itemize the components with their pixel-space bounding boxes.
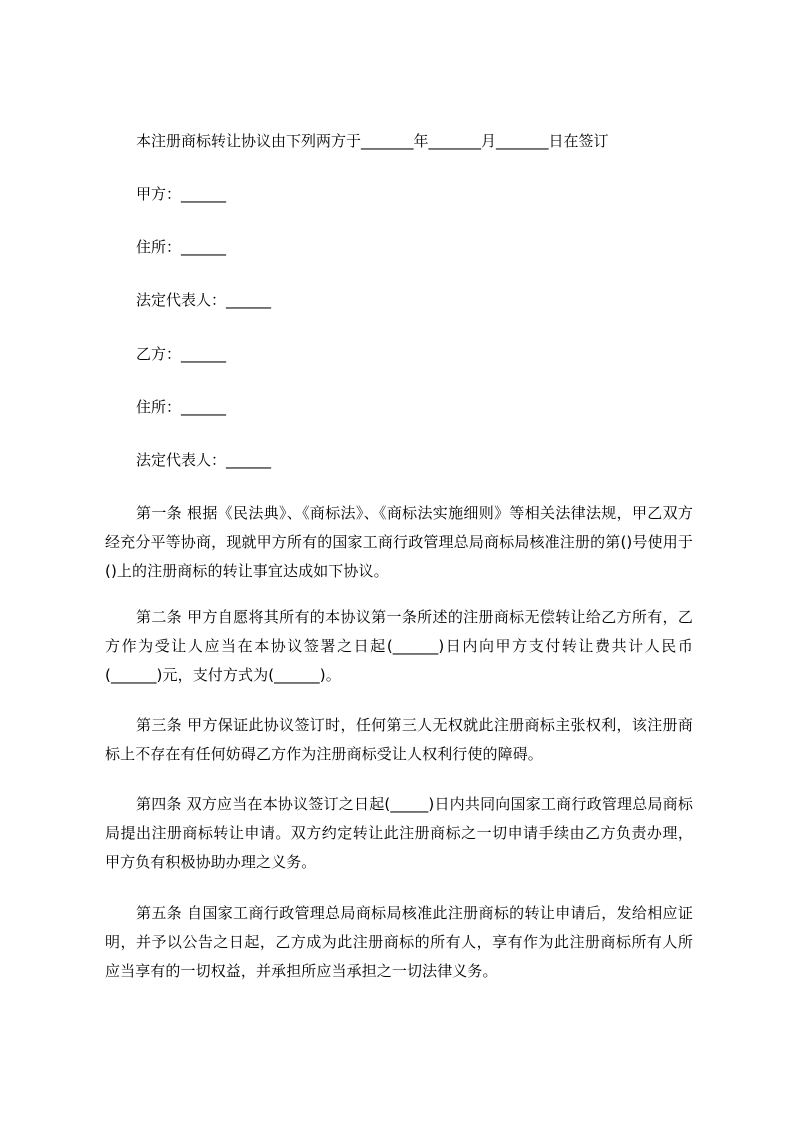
party-b-address-line: 住所：______ xyxy=(136,398,227,416)
article-3-paragraph: 第三条 甲方保证此协议签订时，任何第三人无权就此注册商标主张权利，该注册商标上不存在有任何妨碍乙方作为注册商标受让人权利行使的障碍。 xyxy=(105,716,693,763)
article-2-paragraph: 第二条 甲方自愿将其所有的本协议第一条所述的注册商标无偿转让给乙方所有，乙方作为受让人应当在本协议签署之日起(______)日内向甲方支付转让费共计人民币(______)元，支付方式为(______)。 xyxy=(105,608,693,684)
party-a-address-line: 住所：______ xyxy=(136,238,227,256)
article-4-paragraph: 第四条 双方应当在本协议签订之日起(_____)日内共同向国家工商行政管理总局商标局提出注册商标转让申请。双方约定转让此注册商标之一切申请手续由乙方负责办理，甲方负有积极协助办理之义务。 xyxy=(105,795,693,871)
party-a-representative-line: 法定代表人：______ xyxy=(136,291,272,309)
preamble-line: 本注册商标转让协议由下列两方于_______年_______月_______日在签订 xyxy=(136,132,609,150)
party-b-line: 乙方：______ xyxy=(136,345,227,363)
party-b-representative-line: 法定代表人：______ xyxy=(136,451,272,469)
party-a-line: 甲方：______ xyxy=(136,185,227,203)
article-1-paragraph: 第一条 根据《民法典》、《商标法》、《商标法实施细则》等相关法律法规，甲乙双方经充分平等协商，现就甲方所有的国家工商行政管理总局商标局核准注册的第()号使用于()上的注册商标的转让事宜达成如下协议。 xyxy=(105,504,693,580)
article-5-paragraph: 第五条 自国家工商行政管理总局商标局核准此注册商标的转让申请后，发给相应证明，并予以公告之日起，乙方成为此注册商标的所有人，享有作为此注册商标所有人所应当享有的一切权益，并承担所应当承担之一切法律义务。 xyxy=(105,904,693,980)
